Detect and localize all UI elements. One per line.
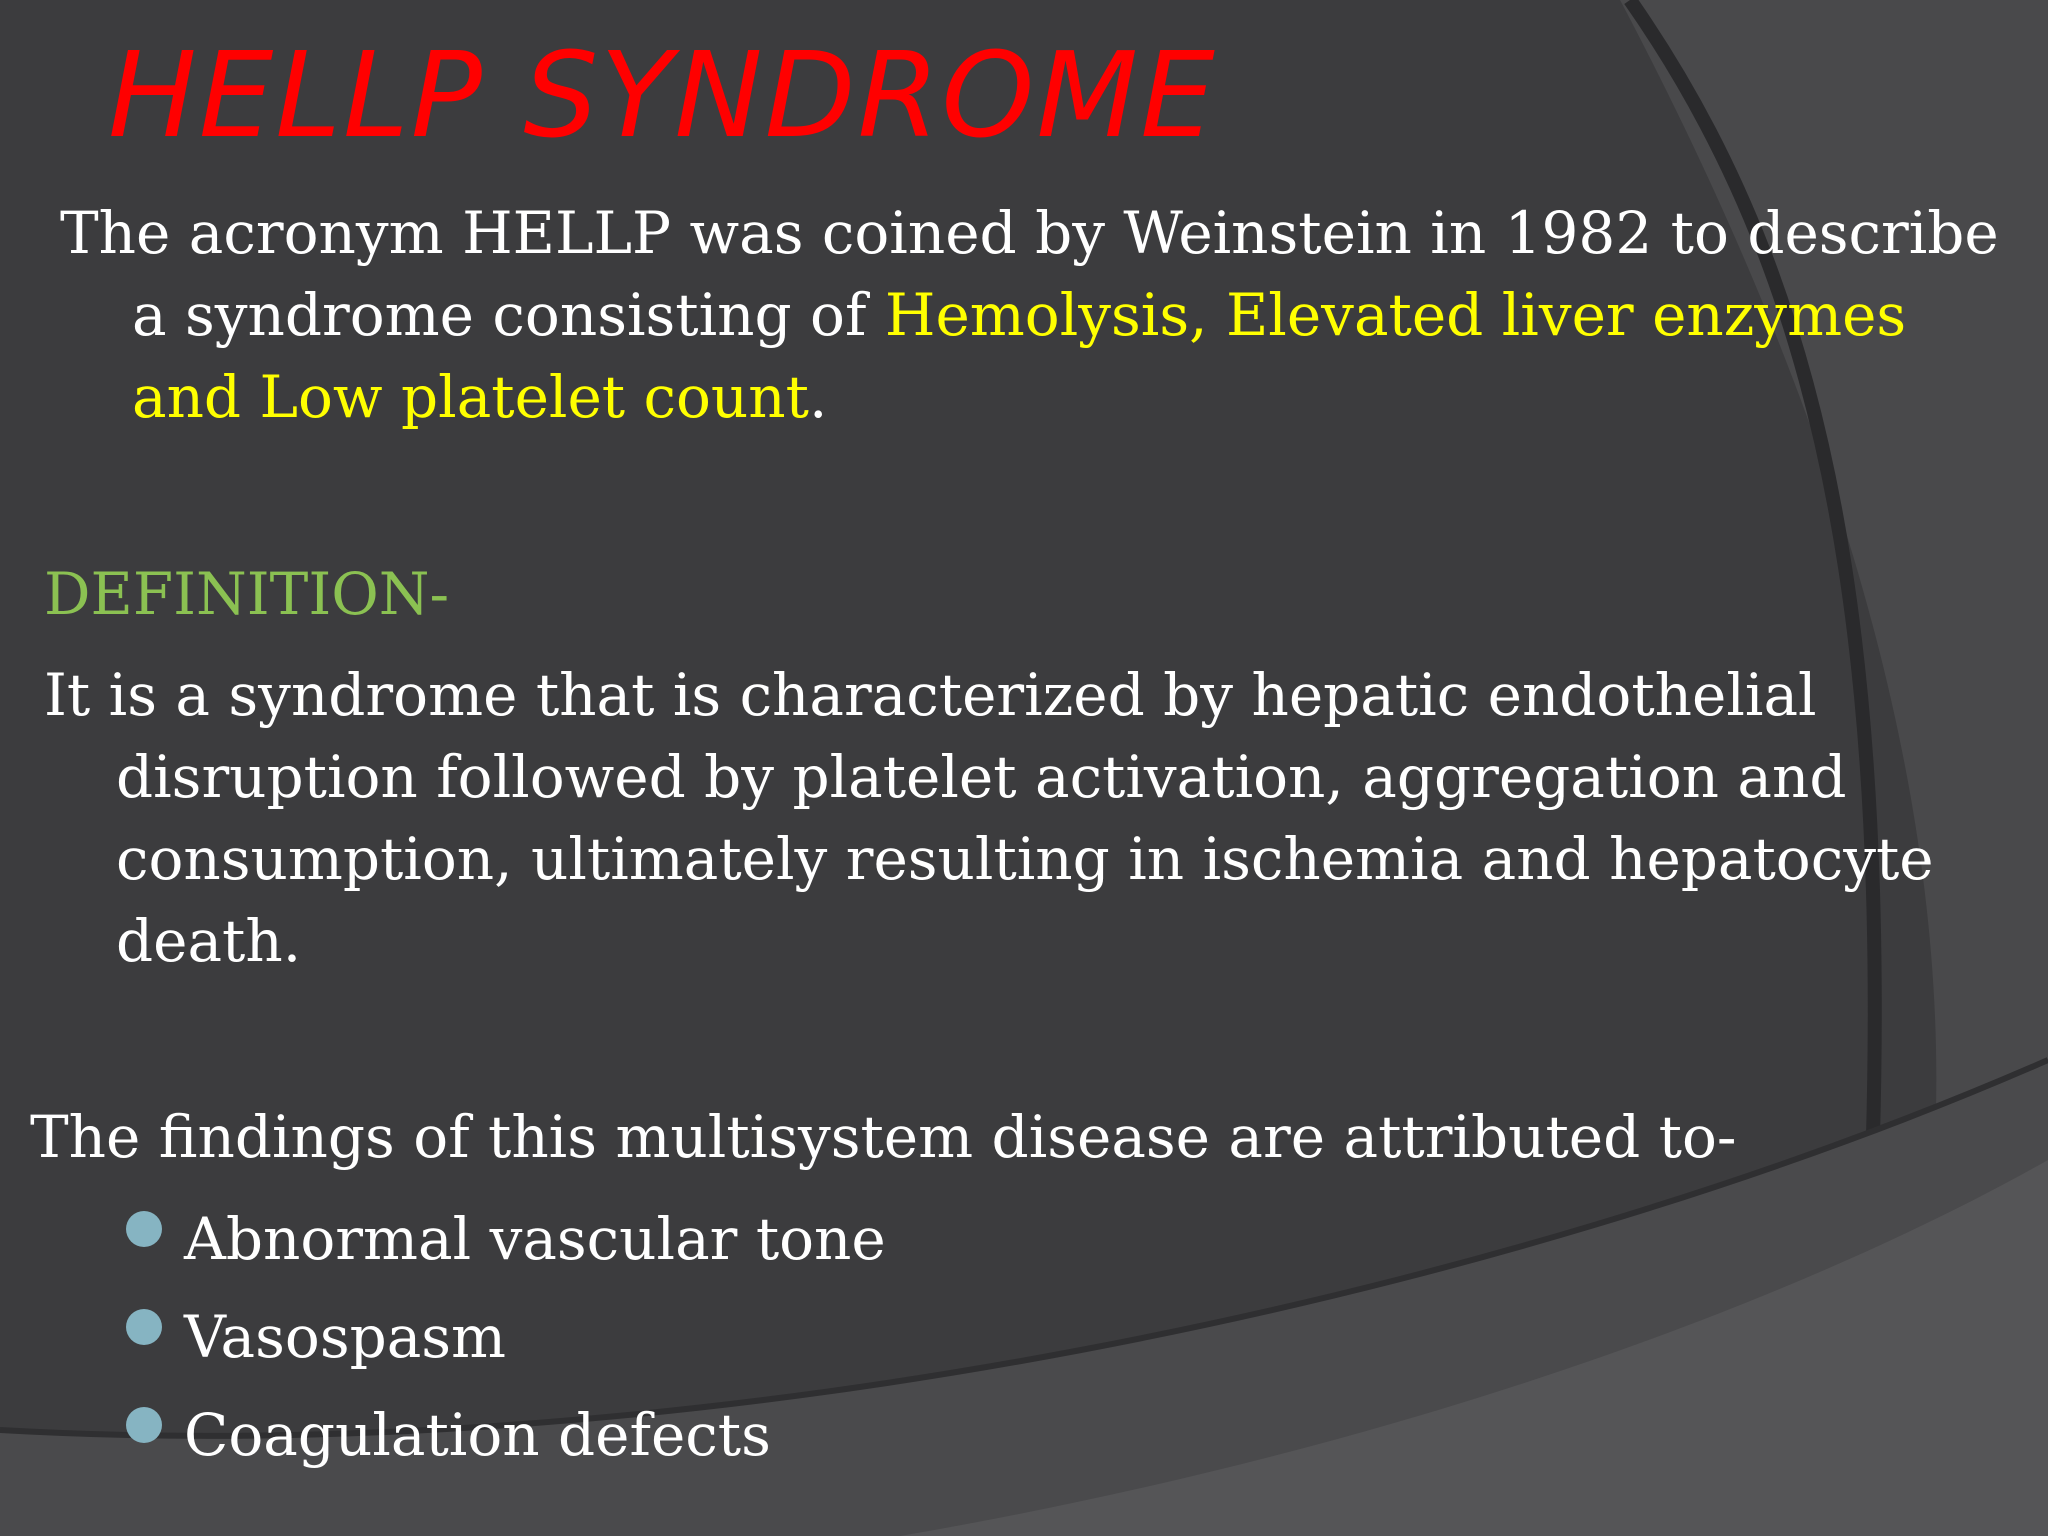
finding-label: Vasospasm [184,1303,507,1371]
findings-intro: The findings of this multisystem disease are attributed to- [30,1103,1737,1171]
bullet-icon [126,1407,162,1443]
bullet-icon [126,1309,162,1345]
intro-tail: . [808,363,828,431]
definition-text: It is a syndrome that is characterized by hepatic endothelial disruption followed by platelet activation, aggregation and consumption, ultimately resulting in ischemia and hepatocyte death. [44,661,1934,975]
list-item [124,1386,886,1484]
intro-paragraph [60,192,2012,438]
intro-highlight: Hemolysis, Elevated liver enzymes and Low platelet count [132,281,1907,431]
definition-heading: DEFINITION- [44,560,450,628]
finding-label: Coagulation defects [184,1401,771,1469]
bullet-icon [126,1211,162,1247]
intro-lead: The acronym HELLP was coined by Weinstein in 1982 to describe a syndrome consisting of [60,199,1999,349]
slide-title: HELLP SYNDROME [108,26,1217,164]
list-item [124,1190,886,1288]
findings-list [124,1190,886,1484]
list-item [124,1288,886,1386]
finding-label: Abnormal vascular tone [184,1205,886,1273]
